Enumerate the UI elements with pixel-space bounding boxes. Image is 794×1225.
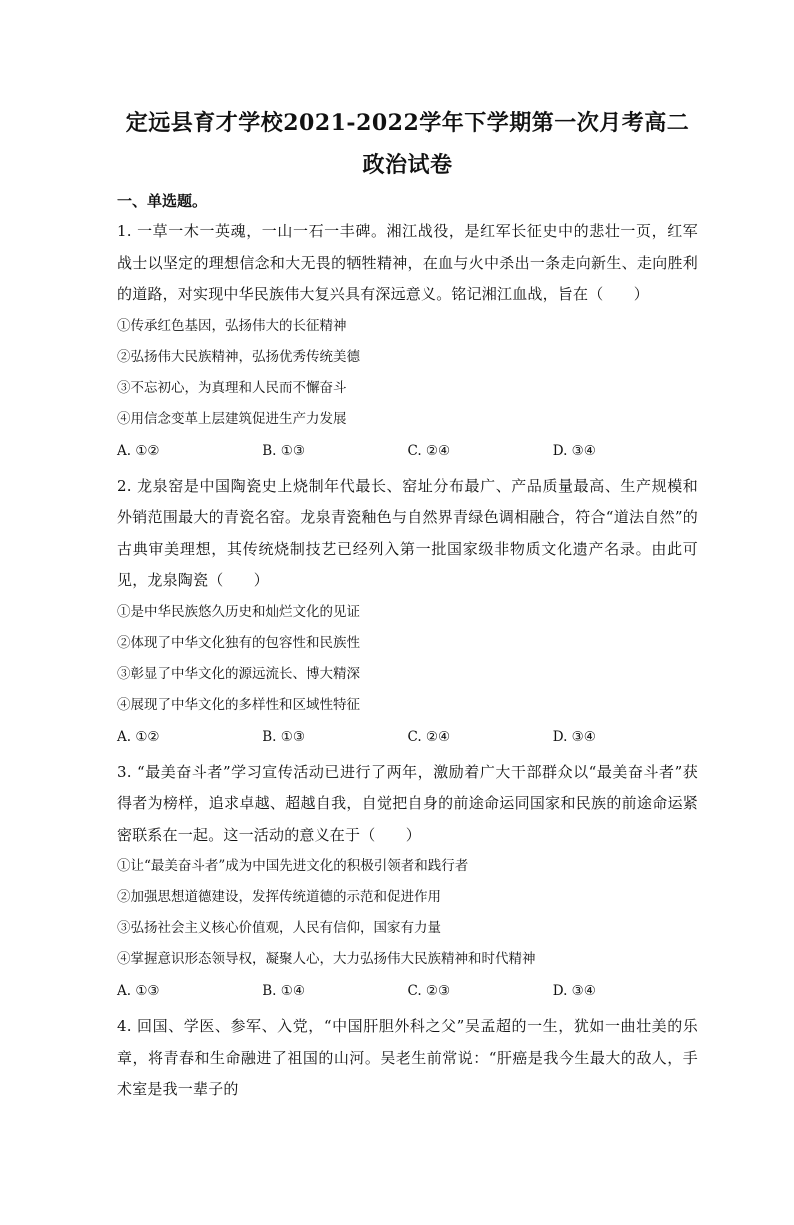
statement-option: ②弘扬伟大民族精神，弘扬优秀传统美德 xyxy=(117,348,360,365)
question-1 xyxy=(117,216,698,467)
choice-d: D. ③④ xyxy=(552,442,596,459)
choice-b: B. ①③ xyxy=(262,442,305,459)
choice-b: B. ①③ xyxy=(262,728,305,745)
answer-choices xyxy=(117,721,698,753)
question-stem: 2. 龙泉窑是中国陶瓷史上烧制年代最长、窑址分布最广、产品质量最高、生产规模和外销范围最大的青瓷名窑。龙泉青瓷釉色与自然界青绿色调相融合，符合“道法自然”的古典审美理想，其传统烧制技艺已经列入第一批国家级非物质文化遗产名录。由此可见，龙泉陶瓷（ ） xyxy=(117,476,698,589)
statement-option: ④掌握意识形态领导权，凝聚人心，大力弘扬伟大民族精神和时代精神 xyxy=(117,951,536,967)
statement-option: ①传承红色基因，弘扬伟大的长征精神 xyxy=(117,317,347,334)
choice-c: C. ②③ xyxy=(407,983,451,999)
choice-a: A. ①② xyxy=(117,442,160,459)
statement-option: ②体现了中华文化独有的包容性和民族性 xyxy=(117,634,360,651)
choice-d: D. ③④ xyxy=(552,728,596,745)
choice-b: B. ①④ xyxy=(262,983,305,999)
statement-option: ②加强思想道德建设，发挥传统道德的示范和促进作用 xyxy=(117,889,441,905)
statement-option: ④用信念变革上层建筑促进生产力发展 xyxy=(117,410,347,427)
question-stem: 3. “最美奋斗者”学习宣传活动已进行了两年，激励着广大干部群众以“最美奋斗者”获得者为榜样，追求卓越、超越自我，自觉把自身的前途命运同国家和民族的前途命运紧密联系在一起。这一活动的意义在于（ ） xyxy=(117,762,698,844)
choice-c: C. ②④ xyxy=(407,728,451,745)
statement-option: ③不忘初心，为真理和人民而不懈奋斗 xyxy=(117,379,347,396)
question-2 xyxy=(117,471,698,753)
statement-option: ③弘扬社会主义核心价值观，人民有信仰，国家有力量 xyxy=(117,920,441,936)
exam-page xyxy=(0,102,794,1225)
question-3 xyxy=(117,757,698,1008)
question-4 xyxy=(117,1011,698,1106)
page-title: 定远县育才学校2021-2022学年下学期第一次月考高二政治试卷 xyxy=(125,110,690,178)
statement-option: ①让“最美奋斗者”成为中国先进文化的积极引领者和践行者 xyxy=(117,858,469,874)
choice-d: D. ③④ xyxy=(552,983,596,999)
answer-choices xyxy=(117,975,698,1007)
statement-option: ①是中华民族悠久历史和灿烂文化的见证 xyxy=(117,603,360,620)
choice-a: A. ①③ xyxy=(117,983,160,999)
question-stem: 1. 一草一木一英魂，一山一石一丰碑。湘江战役，是红军长征史中的悲壮一页，红军战士以坚定的理想信念和大无畏的牺牲精神，在血与火中杀出一条走向新生、走向胜利的道路，对实现中华民族伟大复兴具有深远意义。铭记湘江血战，旨在（ ） xyxy=(117,222,698,303)
answer-choices xyxy=(117,435,698,467)
question-stem: 4. 回国、学医、参军、入党，“中国肝胆外科之父”吴孟超的一生，犹如一曲壮美的乐章，将青春和生命融进了祖国的山河。吴老生前常说：“肝癌是我今生最大的敌人，手术室是我一辈子的 xyxy=(117,1017,698,1098)
section-heading: 一、单选题。 xyxy=(117,192,208,210)
statement-option: ④展现了中华文化的多样性和区域性特征 xyxy=(117,696,360,713)
statement-option: ③彰显了中华文化的源远流长、博大精深 xyxy=(117,665,360,682)
choice-c: C. ②④ xyxy=(407,442,451,459)
choice-a: A. ①② xyxy=(117,728,160,745)
